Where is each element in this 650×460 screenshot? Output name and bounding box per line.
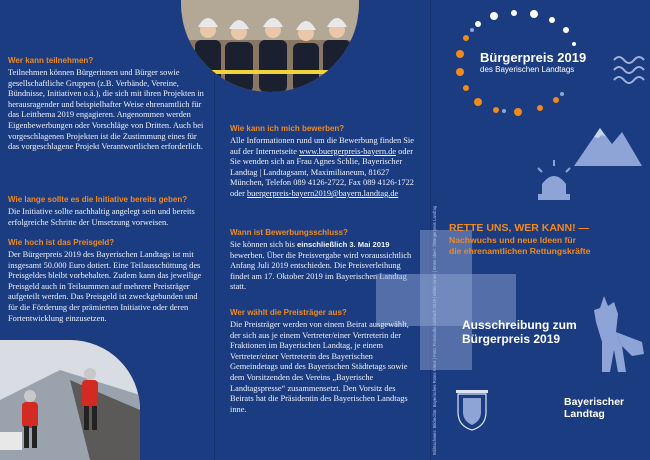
wave-icon	[612, 52, 646, 92]
logo-title: Bürgerpreis 2019	[480, 50, 587, 65]
deadline-text-cont: bewerben. Über die Preisvergabe wird voraussichtlich Anfang Juli 2019 entschieden. Die Preisverleihung findet am 17. Oktober 2019 im Bayerischen Landtag statt.	[230, 250, 412, 292]
section-heading: Wie lange sollte es die Initiative bereits geben?	[8, 195, 188, 204]
section-how-long	[8, 195, 204, 228]
call-line: Bürgerpreis 2019	[462, 332, 561, 346]
logo-text	[480, 50, 610, 75]
mountain-icon	[574, 118, 642, 166]
coat-of-arms-icon	[452, 388, 492, 432]
call-line: Ausschreibung zum	[462, 318, 577, 332]
siren-icon	[532, 158, 576, 202]
section-who-can-participate	[8, 56, 204, 153]
motto-headline: RETTE UNS, WER KANN! —	[449, 222, 589, 234]
apply-text: Alle Informationen rund um die Bewerbung finden Sie auf der Internetseite	[230, 136, 414, 156]
section-prize-money	[8, 238, 204, 324]
brand-name	[564, 396, 624, 420]
section-heading: Wann ist Bewerbungsschluss?	[230, 228, 348, 237]
email-link[interactable]: buergerpreis-bayern2019@bayern.landtag.de	[246, 188, 399, 198]
section-body: Teilnehmen können Bürgerinnen und Bürger sowie gesellschaftliche Gruppen (z.B. Verbände, Vereine, Bündnisse, Initiativen o.ä.), die sich mit ihren Projekten in herausragender und beispielhafter Weise ehrenamtlich für das Leitthema 2019 engagieren. Angenommen werden Eigenbewerbungen oder Vorschläge von Dritten. Auch bei vorgeschlagenen Projekten ist die Zustimmung eines für das vorgeschlagene Projekt Verantwortlichen erforderlich.	[8, 68, 204, 152]
image-credits: Bildnachweis: Bildrechte: Bayerisches Rotes Kreuz | Foto: Fotostudio Limbach 2019 | Bilder innen | Innen oben: ©Bürgerpreis Landtag	[432, 205, 437, 455]
motto-subline: die ehrenamtlichen Rettungskräfte	[449, 246, 591, 256]
section-heading: Wie kann ich mich bewerben?	[230, 124, 345, 133]
logo-subtitle: des Bayerischen Landtags	[480, 65, 575, 74]
motto	[449, 222, 649, 257]
section-heading: Wer kann teilnehmen?	[8, 56, 94, 65]
section-jury	[230, 308, 416, 415]
brand-line: Bayerischer	[564, 396, 625, 408]
deadline-text: Sie können sich bis	[230, 240, 297, 249]
section-how-to-apply	[230, 124, 416, 200]
section-body: Die Initiative sollte nachhaltig angelegt sein und bereits erfolgreiche Schritte der Umsetzung vorweisen.	[8, 207, 195, 227]
section-heading: Wer wählt die Preisträger aus?	[230, 308, 347, 317]
motto-subline: Nachwuchs und neue Ideen für	[449, 235, 577, 245]
deadline-date: einschließlich 3. Mai 2019	[297, 240, 390, 249]
section-heading: Wie hoch ist das Preisgeld?	[8, 238, 115, 247]
section-body: Die Preisträger werden von einem Beirat ausgewählt, der sich aus je einem Vertreter/einer Vertreterin der Fraktionen im Bayerischen Landtag, je einem Vertreter/einer Vertreterin des Bayerischen Gemeindetags und des Bayerischen Städtetags sowie dem Vorsitzenden des Vereins „Bayerische Landtagspresse“ zusammensetzt. Den Vorsitz des Beirats hat die Präsidentin des Bayerischen Landtags inne.	[230, 320, 409, 414]
call-title	[462, 318, 602, 346]
section-body	[230, 136, 416, 200]
section-body: Der Bürgerpreis 2019 des Bayerischen Landtags ist mit insgesamt 50.000 Euro dotiert. Eine Teilausschüttung des Preisgeldes bleibt vorbehalten. Zudem kann das jeweilige Preisgeld auch in Teilsummen auf mehrere Preisträger aufgeteilt werden. Das Preisgeld ist zweckgebunden und für die Förderung der prämierten Initiative oder deren Fortentwicklung einzusetzen.	[8, 250, 202, 323]
website-link[interactable]: www.buergerpreis-bayern.de	[299, 146, 397, 156]
apply-text-cont: oder Sie wenden sich an Frau Agnes Schlie, Bayerischer Landtag | Landtagsamt, Maximilianeum, 81627 München, Telefon 089 4126-2722, Fax 089 4126-1722 oder	[230, 146, 414, 198]
brand-line: Landtag	[564, 408, 605, 420]
